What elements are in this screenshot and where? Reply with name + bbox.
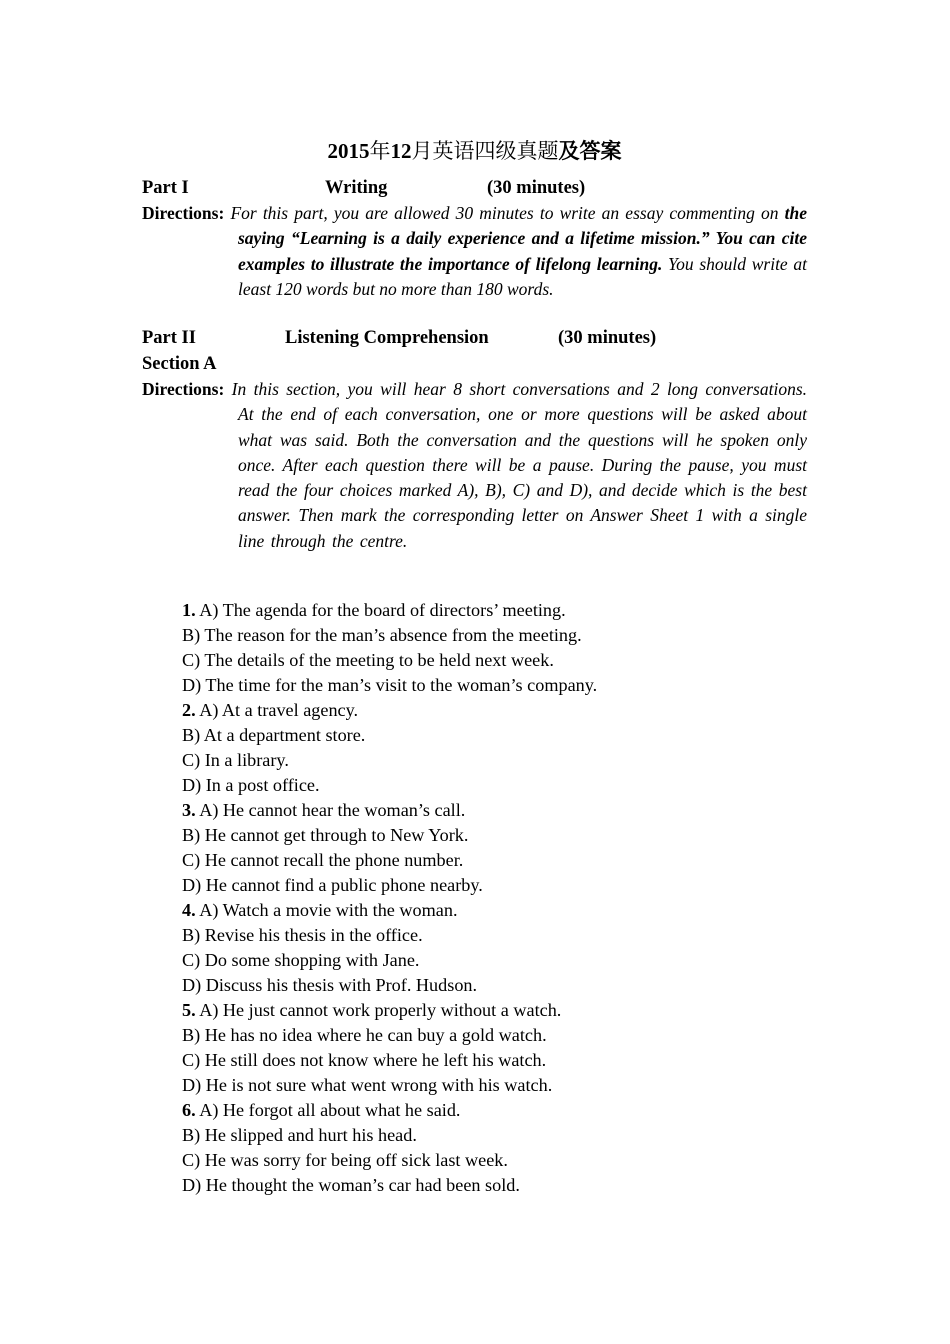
title-run: 及答案: [558, 139, 622, 164]
question-option[interactable]: [182, 823, 822, 848]
part-one-time: (30 minutes): [487, 178, 586, 198]
title-run: 年: [369, 139, 391, 164]
option-text: B) He cannot get through to New York.: [182, 825, 469, 845]
title-run: 月英语四级真题: [411, 139, 559, 164]
question-option[interactable]: [182, 1073, 822, 1098]
question-option[interactable]: [182, 1173, 822, 1198]
part-one-directions: [142, 201, 807, 302]
option-text: C) He cannot recall the phone number.: [182, 850, 464, 870]
question-block: [182, 998, 822, 1098]
option-text: B) He slipped and hurt his head.: [182, 1125, 417, 1145]
section-a-label: Section A: [142, 354, 217, 374]
question-block: [182, 698, 822, 798]
question-list: [182, 598, 822, 1198]
title-run: 2015: [327, 139, 370, 164]
question-option[interactable]: [182, 873, 822, 898]
option-text: B) The reason for the man’s absence from the meeting.: [182, 625, 582, 645]
question-block: [182, 898, 822, 998]
question-block: [182, 798, 822, 898]
directions-body: [224, 203, 807, 299]
title-run: 12: [390, 139, 412, 164]
question-option[interactable]: [182, 1048, 822, 1073]
option-text: C) In a library.: [182, 750, 289, 770]
option-text: B) He has no idea where he can buy a gold watch.: [182, 1025, 547, 1045]
part-two-label: Part II: [142, 328, 196, 348]
option-text: A) He cannot hear the woman’s call.: [199, 800, 466, 820]
question-option[interactable]: [182, 673, 822, 698]
question-option[interactable]: [182, 798, 822, 823]
question-number: 6.: [182, 1100, 196, 1120]
option-text: B) At a department store.: [182, 725, 366, 745]
question-block: [182, 1098, 822, 1198]
directions-text: You should write at least 120 words but no more than 180 words.: [238, 253, 807, 299]
option-text: D) Discuss his thesis with Prof. Hudson.: [182, 975, 478, 995]
option-text: A) Watch a movie with the woman.: [199, 900, 458, 920]
question-option[interactable]: [182, 998, 822, 1023]
directions-text: For this part, you are allowed 30 minutes to write an essay commenting on: [230, 203, 785, 223]
question-number: 1.: [182, 600, 196, 620]
part-one-header: [142, 175, 822, 201]
question-option[interactable]: [182, 623, 822, 648]
option-text: B) Revise his thesis in the office.: [182, 925, 423, 945]
question-number: 3.: [182, 800, 196, 820]
directions-emphasis: the saying “Learning is a daily experience and a lifetime mission.” You can cite examples to illustrate the importance of lifelong learning.: [238, 203, 807, 274]
directions-label: Directions:: [142, 203, 225, 223]
option-text: D) The time for the man’s visit to the woman’s company.: [182, 675, 598, 695]
directions-body: In this section, you will hear 8 short conversations and 2 long conversations. At the end of each conversation, one or more questions will be asked about what was said. Both the conversation and the questions will he spoken only once. After each question there will be a pause. During the pause, you must read the four choices marked A), B), C) and D), and decide which is the best answer. Then mark the corresponding letter on Answer Sheet 1 with a single line through the centre.: [224, 379, 807, 551]
page-title: [142, 136, 807, 166]
question-option[interactable]: [182, 1148, 822, 1173]
part-two-name: Listening Comprehension: [285, 328, 489, 348]
question-option[interactable]: [182, 1098, 822, 1123]
option-text: A) The agenda for the board of directors’ meeting.: [199, 600, 566, 620]
part-one-name: Writing: [325, 178, 388, 198]
option-text: D) He is not sure what went wrong with his watch.: [182, 1075, 553, 1095]
question-option[interactable]: [182, 648, 822, 673]
question-option[interactable]: [182, 598, 822, 623]
question-option[interactable]: [182, 948, 822, 973]
part-two-time: (30 minutes): [558, 328, 657, 348]
question-option[interactable]: [182, 973, 822, 998]
question-number: 4.: [182, 900, 196, 920]
option-text: A) He just cannot work properly without a watch.: [199, 1000, 562, 1020]
question-number: 5.: [182, 1000, 196, 1020]
option-text: C) He was sorry for being off sick last week.: [182, 1150, 508, 1170]
option-text: D) He thought the woman’s car had been sold.: [182, 1175, 520, 1195]
question-option[interactable]: [182, 773, 822, 798]
option-text: D) In a post office.: [182, 775, 320, 795]
question-option[interactable]: [182, 748, 822, 773]
option-text: A) He forgot all about what he said.: [199, 1100, 461, 1120]
option-text: C) He still does not know where he left his watch.: [182, 1050, 547, 1070]
part-one-label: Part I: [142, 178, 189, 198]
directions-label: Directions:: [142, 379, 225, 399]
question-option[interactable]: [182, 923, 822, 948]
question-option[interactable]: [182, 1123, 822, 1148]
question-option[interactable]: [182, 1023, 822, 1048]
question-option[interactable]: [182, 698, 822, 723]
option-text: C) The details of the meeting to be held next week.: [182, 650, 554, 670]
part-two-header: [142, 325, 822, 351]
question-number: 2.: [182, 700, 196, 720]
question-option[interactable]: [182, 723, 822, 748]
question-block: [182, 598, 822, 698]
part-two-directions: [142, 377, 807, 554]
option-text: D) He cannot find a public phone nearby.: [182, 875, 483, 895]
question-option[interactable]: [182, 848, 822, 873]
option-text: C) Do some shopping with Jane.: [182, 950, 420, 970]
question-option[interactable]: [182, 898, 822, 923]
option-text: A) At a travel agency.: [199, 700, 359, 720]
